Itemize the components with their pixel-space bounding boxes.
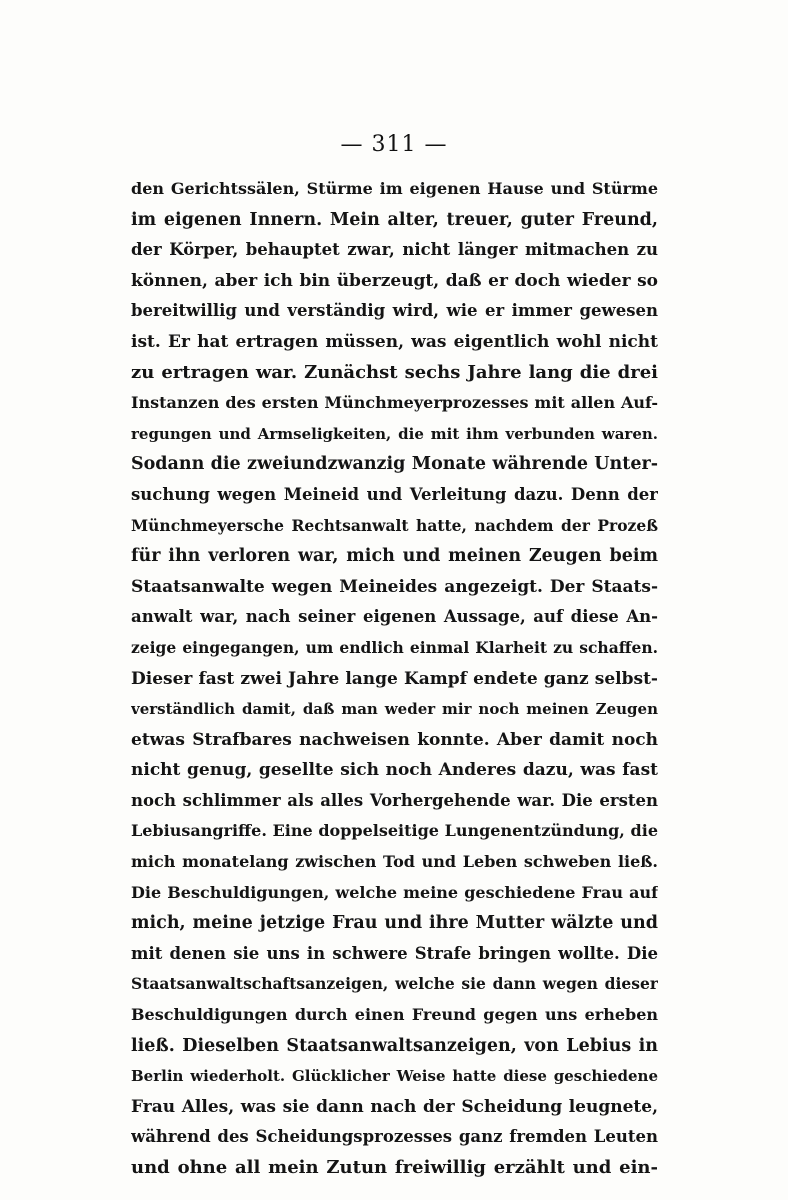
page-number: — 311 — [340, 132, 448, 157]
text-line: Staatsanwalte wegen Meineides angezeigt. Der Staats- [131, 576, 658, 597]
text-line: mich monatelang zwischen Tod und Leben schweben ließ. [131, 852, 658, 872]
text-line: Lebiusangriffe. Eine doppelseitige Lungenentzündung, die [131, 821, 658, 841]
text-line: verständlich damit, daß man weder mir noch meinen Zeugen [131, 700, 658, 719]
text-line: können, aber ich bin überzeugt, daß er doch wieder so [131, 270, 658, 291]
text-line: zeige eingegangen, um endlich einmal Klarheit zu schaffen. [131, 637, 658, 657]
text-line: nicht genug, gesellte sich noch Anderes dazu, was fast [131, 760, 658, 781]
text-line: Beschuldigungen durch einen Freund gegen uns erheben [131, 1005, 658, 1025]
text-line: zu ertragen war. Zunächst sechs Jahre lang die drei [131, 361, 658, 383]
text-line: mich, meine jetzige Frau und ihre Mutter wälzte und [131, 913, 658, 934]
text-line: der Körper, behauptet zwar, nicht länger mitmachen zu [131, 240, 658, 260]
text-line: mit denen sie uns in schwere Strafe bringen wollte. Die [131, 943, 658, 963]
text-line: Frau Alles, was sie dann nach der Scheidung leugnete, [131, 1096, 658, 1117]
text-line: den Gerichtssälen, Stürme im eigenen Hause und Stürme [131, 179, 658, 198]
text-line: ist. Er hat ertragen müssen, was eigentlich wohl nicht [131, 331, 658, 352]
text-line: und ohne all mein Zutun freiwillig erzählt und ein- [131, 1157, 658, 1178]
text-line: noch schlimmer als alles Vorhergehende war. Die ersten [131, 790, 658, 810]
text-line: ließ. Dieselben Staatsanwaltsanzeigen, von Lebius in [131, 1035, 658, 1056]
text-line: für ihn verloren war, mich und meinen Zeugen beim [131, 546, 658, 567]
text-line: etwas Strafbares nachweisen konnte. Aber damit noch [131, 729, 658, 750]
text-line: regungen und Armseligkeiten, die mit ihm verbunden waren. [131, 424, 658, 443]
text-line: Staatsanwaltschaftsanzeigen, welche sie dann wegen dieser [131, 974, 658, 994]
text-line: Instanzen des ersten Münchmeyerprozesses mit allen Auf- [131, 393, 658, 413]
text-line: anwalt war, nach seiner eigenen Aussage, auf diese An- [131, 607, 658, 627]
text-line: während des Scheidungsprozesses ganz fremden Leuten [131, 1127, 658, 1147]
text-line: suchung wegen Meineid und Verleitung dazu. Denn der [131, 484, 658, 504]
text-line: bereitwillig und verständig wird, wie er immer gewesen [131, 301, 658, 321]
text-line: Die Beschuldigungen, welche meine geschiedene Frau auf [131, 882, 658, 902]
body-text [131, 174, 658, 1184]
text-line: Berlin wiederholt. Glücklicher Weise hatte diese geschiedene [131, 1067, 658, 1086]
text-line: im eigenen Innern. Mein alter, treuer, guter Freund, [131, 209, 658, 230]
text-line: Dieser fast zwei Jahre lange Kampf endete ganz selbst- [131, 668, 658, 689]
text-line: Sodann die zweiundzwanzig Monate währende Unter- [131, 454, 658, 475]
text-line: Münchmeyersche Rechtsanwalt hatte, nachdem der Prozeß [131, 515, 658, 535]
